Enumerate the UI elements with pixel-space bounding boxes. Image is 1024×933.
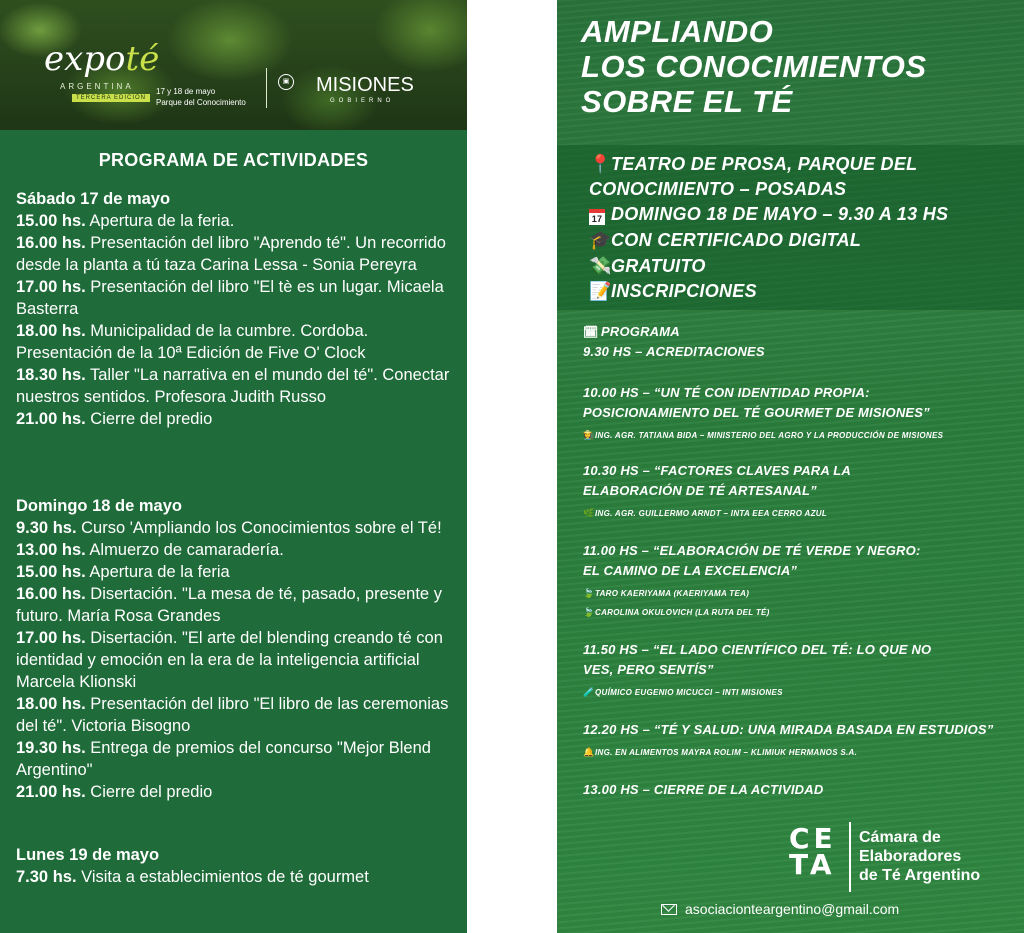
- contact-email[interactable]: [661, 901, 899, 917]
- logo-country: ARGENTINA: [60, 82, 134, 91]
- speaker: 🔔ING. EN ALIMENTOS MAYRA ROLIM – KLIMIUK HERMANOS S.A.: [583, 747, 858, 757]
- misiones-badge-icon: ▣: [278, 74, 294, 90]
- day-title: Lunes 19 de mayo: [16, 846, 160, 864]
- logo-edition: TERCERA EDICIÓN: [72, 94, 150, 102]
- activity-item: 16.00 hs. Presentación del libro "Aprendo té". Un recorrido desde la planta a tú taza Carina Lessa - Sonia Pereyra: [16, 234, 446, 274]
- ceta-logo: CE TA: [789, 822, 837, 881]
- activity-item: 7.30 hs. Visita a establecimientos de té gourmet: [16, 868, 369, 886]
- speaker: 🍃TARO KAERIYAMA (KAERIYAMA TEA): [583, 588, 750, 598]
- calendar-icon: 17: [589, 209, 605, 225]
- misiones-logo: MISIONES: [316, 74, 414, 96]
- talk-item: 10.30 HS – “FACTORES CLAVES PARA LA ELABORACIÓN DE TÉ ARTESANAL” 🌿ING. AGR. GUILLERMO ARNDT – INTA EEA CERRO AZUL: [583, 461, 1013, 520]
- location-line: 📍TEATRO DE PROSA, PARQUE DEL: [589, 152, 1019, 177]
- day-title: Domingo 18 de mayo: [16, 497, 182, 515]
- activity-item: 17.00 hs. Disertación. "El arte del blending creando té con identidad y emoción en la era de la inteligencia artificial Marcela Klionski: [16, 629, 443, 691]
- activity-item: 15.00 hs. Apertura de la feria.: [16, 212, 235, 230]
- test-tube-icon: 🧪: [583, 687, 595, 697]
- graduation-cap-icon: 🎓: [589, 230, 612, 250]
- activity-item: 9.30 hs. Curso 'Ampliando los Conocimientos sobre el Té!: [16, 519, 442, 537]
- activity-item: 15.00 hs. Apertura de la feria: [16, 563, 230, 581]
- activity-item: 17.00 hs. Presentación del libro "El tè es un lugar. Micaela Basterra: [16, 278, 444, 318]
- calendar-icon: 🗓: [583, 325, 599, 339]
- talk-item: 11.50 HS – “EL LADO CIENTÍFICO DEL TÉ: LO QUE NO VES, PERO SENTÍS” 🧪QUÍMICO EUGENIO MICUCCI – INTI MISIONES: [583, 640, 1013, 699]
- free-line: 💸GRATUITO: [589, 254, 1019, 279]
- activity-item: 21.00 hs. Cierre del predio: [16, 410, 213, 428]
- organization-name: Cámara de Elaboradores de Té Argentino: [859, 829, 981, 884]
- expo-te-logo: expoté: [44, 39, 160, 79]
- gobierno-label: GOBIERNO: [330, 98, 395, 104]
- leaf-icon: 🌿: [583, 508, 595, 518]
- header-divider: [266, 68, 267, 108]
- bell-icon: 🔔: [583, 747, 595, 757]
- activity-item: 18.00 hs. Municipalidad de la cumbre. Cordoba. Presentación de la 10ª Edición de Five O' Clock: [16, 322, 369, 362]
- header-banner: [0, 0, 467, 130]
- email-text[interactable]: asociacionteargentino@gmail.com: [685, 901, 900, 917]
- activity-item: 16.00 hs. Disertación. "La mesa de té, pasado, presente y futuro. María Rosa Grandes: [16, 585, 442, 625]
- course-title: AMPLIANDO LOS CONOCIMIENTOS SOBRE EL TÉ: [581, 14, 927, 119]
- accreditation-line: 9.30 HS – ACREDITACIONES: [583, 344, 765, 359]
- talk-item: 10.00 HS – “UN TÉ CON IDENTIDAD PROPIA: POSICIONAMIENTO DEL TÉ GOURMET DE MISIONES” 👩‍🌾ING. AGR. TATIANA BIDA – MINISTERIO DEL AGRO Y LA PRODUCCIÓN DE MISIONES: [583, 383, 1013, 442]
- chef-icon: 👩‍🌾: [583, 430, 595, 440]
- tea-leaf-icon: 🍃: [583, 588, 595, 598]
- activity-item: 18.00 hs. Presentación del libro "El libro de las ceremonias del té". Victoria Bisogno: [16, 695, 449, 735]
- program-label: 🗓 PROGRAMA: [583, 322, 1013, 342]
- activity-item: 18.30 hs. Taller "La narrativa en el mundo del té". Conectar nuestros sentidos. Profesora Judith Russo: [16, 366, 450, 406]
- registration-line: 📝INSCRIPCIONES: [589, 279, 1019, 304]
- activity-item: 19.30 hs. Entrega de premios del concurso "Mejor Blend Argentino": [16, 739, 431, 779]
- speaker: 🌿ING. AGR. GUILLERMO ARNDT – INTA EEA CERRO AZUL: [583, 508, 828, 518]
- talk-item: 11.00 HS – “ELABORACIÓN DE TÉ VERDE Y NEGRO: EL CAMINO DE LA EXCELENCIA” 🍃TARO KAERIYAMA (KAERIYAMA TEA) 🍃CAROLINA OKULOVICH (LA RUTA DEL TÉ): [583, 541, 1013, 619]
- activity-item: 13.00 hs. Almuerzo de camaradería.: [16, 541, 284, 559]
- location-pin-icon: 📍: [589, 154, 612, 174]
- left-flyer: [0, 0, 467, 933]
- envelope-icon: [661, 904, 677, 915]
- event-dates: 17 y 18 de mayo Parque del Conocimiento: [156, 87, 246, 107]
- speaker: 👩‍🌾ING. AGR. TATIANA BIDA – MINISTERIO DEL AGRO Y LA PRODUCCIÓN DE MISIONES: [583, 430, 944, 440]
- day-monday: [16, 844, 456, 888]
- talk-item: 12.20 HS – “TÉ Y SALUD: UNA MIRADA BASADA EN ESTUDIOS” 🔔ING. EN ALIMENTOS MAYRA ROLIM – KLIMIUK HERMANOS S.A.: [583, 720, 1013, 759]
- date-line: 17 DOMINGO 18 DE MAYO – 9.30 A 13 HS: [589, 202, 1019, 227]
- logo-divider: [849, 822, 851, 892]
- location-line-2: CONOCIMIENTO – POSADAS: [589, 179, 847, 199]
- memo-icon: 📝: [589, 281, 612, 301]
- speaker: 🍃CAROLINA OKULOVICH (LA RUTA DEL TÉ): [583, 607, 770, 617]
- money-icon: 💸: [589, 256, 612, 276]
- certificate-line: 🎓CON CERTIFICADO DIGITAL: [589, 228, 1019, 253]
- tea-leaf-icon: 🍃: [583, 607, 595, 617]
- day-sunday: [16, 495, 456, 803]
- activity-item: 21.00 hs. Cierre del predio: [16, 783, 213, 801]
- speaker: 🧪QUÍMICO EUGENIO MICUCCI – INTI MISIONES: [583, 687, 783, 697]
- day-title: Sábado 17 de mayo: [16, 190, 171, 208]
- program-title: PROGRAMA DE ACTIVIDADES: [98, 150, 369, 170]
- closing-line: 13.00 HS – CIERRE DE LA ACTIVIDAD: [583, 782, 824, 797]
- day-saturday: [16, 188, 456, 430]
- right-flyer: [557, 0, 1024, 933]
